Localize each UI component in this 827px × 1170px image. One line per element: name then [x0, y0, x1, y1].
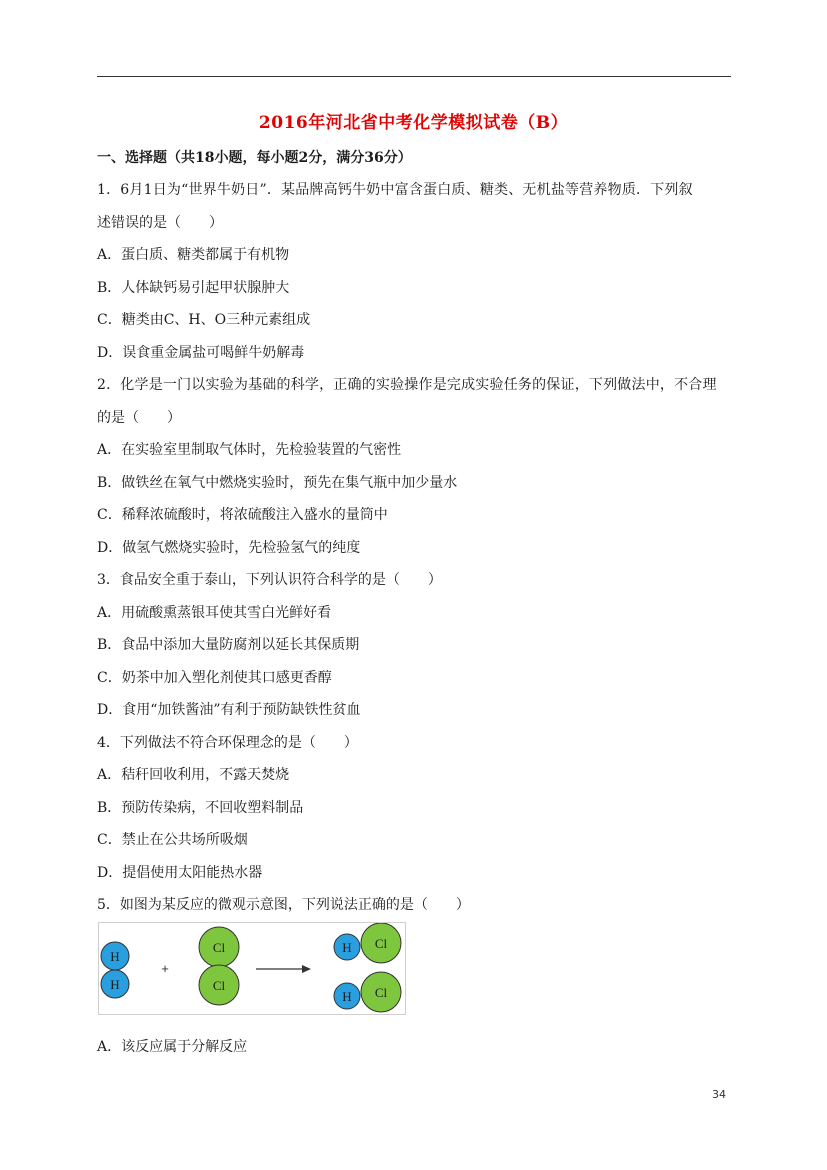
question-1-option-c: C．糖类由C、H、O三种元素组成 — [97, 312, 311, 328]
hcl-molecule — [334, 972, 401, 1012]
question-1-stem-cont: 述错误的是（ ） — [97, 215, 223, 231]
question-4-option-a: A．秸秆回收利用，不露天焚烧 — [97, 767, 290, 783]
chlorine-label: Cl — [374, 985, 388, 1000]
chlorine-label: Cl — [212, 978, 226, 993]
question-2-option-d: D．做氢气燃烧实验时，先检验氢气的纯度 — [97, 540, 361, 556]
question-3-stem: 3．食品安全重于泰山，下列认识符合科学的是（ ） — [97, 572, 442, 588]
question-2-option-b: B．做铁丝在氧气中燃烧实验时，预先在集气瓶中加少量水 — [97, 475, 458, 491]
question-2-option-c: C．稀释浓硫酸时，将浓硫酸注入盛水的量筒中 — [97, 507, 388, 523]
reaction-diagram — [98, 922, 406, 1015]
hcl-molecule — [334, 923, 401, 963]
header-rule — [97, 76, 731, 77]
h2-molecule — [101, 942, 129, 998]
question-1-stem: 1．6月1日为“世界牛奶日”．某品牌高钙牛奶中富含蛋白质、糖类、无机盐等营养物质．下列叙 — [97, 182, 693, 198]
question-3-option-a: A．用硫酸熏蒸银耳使其雪白光鲜好看 — [97, 605, 332, 621]
section-heading: 一、选择题（共18小题，每小题2分，满分36分） — [97, 150, 412, 166]
hydrogen-label: H — [342, 989, 352, 1004]
question-1-option-d: D．误食重金属盐可喝鲜牛奶解毒 — [97, 345, 305, 361]
page-title: 2016年河北省中考化学模拟试卷（B） — [258, 113, 569, 133]
question-1-option-a: A．蛋白质、糖类都属于有机物 — [97, 247, 290, 263]
plus-sign: + — [161, 961, 169, 976]
hydrogen-label: H — [110, 949, 120, 964]
hydrogen-label: H — [110, 977, 120, 992]
question-2-stem-cont: 的是（ ） — [97, 410, 181, 426]
reaction-diagram-svg — [99, 923, 405, 1014]
page-number: 34 — [712, 1088, 726, 1101]
question-3-option-b: B．食品中添加大量防腐剂以延长其保质期 — [97, 637, 360, 653]
chlorine-label: Cl — [212, 940, 226, 955]
question-5-stem: 5．如图为某反应的微观示意图，下列说法正确的是（ ） — [97, 897, 470, 913]
chlorine-label: Cl — [374, 936, 388, 951]
question-5-option-a: A．该反应属于分解反应 — [97, 1039, 248, 1055]
question-4-option-d: D．提倡使用太阳能热水器 — [97, 865, 263, 881]
question-4-option-c: C．禁止在公共场所吸烟 — [97, 832, 248, 848]
reaction-arrow — [256, 965, 311, 973]
cl2-molecule — [199, 927, 239, 1005]
question-4-stem: 4．下列做法不符合环保理念的是（ ） — [97, 735, 358, 751]
hydrogen-label: H — [342, 940, 352, 955]
question-4-option-b: B．预防传染病，不回收塑料制品 — [97, 800, 304, 816]
question-2-option-a: A．在实验室里制取气体时，先检验装置的气密性 — [97, 442, 402, 458]
question-2-stem: 2．化学是一门以实验为基础的科学，正确的实验操作是完成实验任务的保证，下列做法中，不合理 — [97, 377, 717, 393]
question-1-option-b: B．人体缺钙易引起甲状腺肿大 — [97, 280, 290, 296]
question-3-option-c: C．奶茶中加入塑化剂使其口感更香醇 — [97, 670, 332, 686]
question-3-option-d: D．食用“加铁酱油”有利于预防缺铁性贫血 — [97, 702, 361, 718]
